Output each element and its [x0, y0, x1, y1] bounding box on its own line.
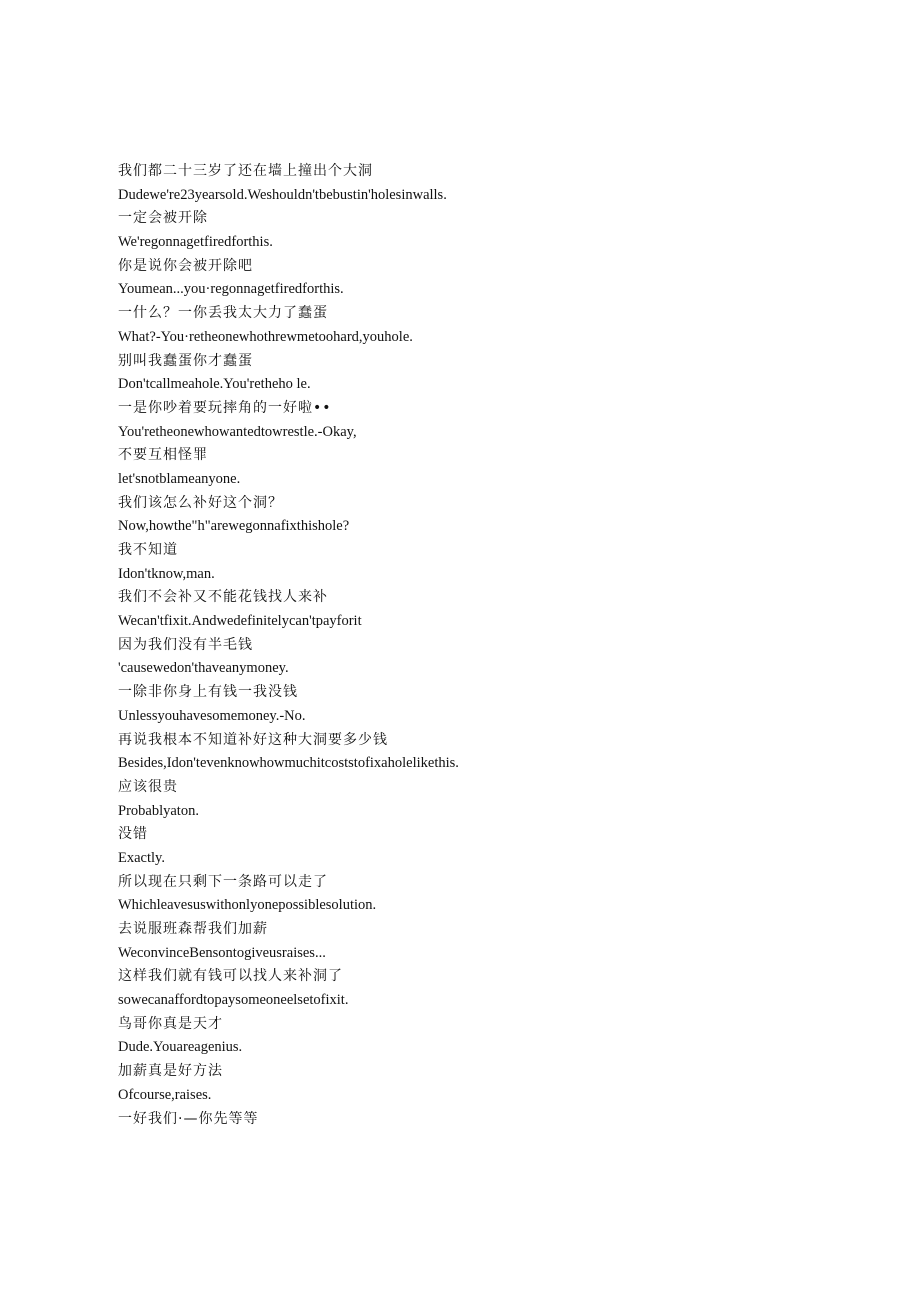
- chinese-subtitle-line: 一是你吵着要玩摔角的一好啦••: [118, 399, 332, 416]
- english-subtitle-line: What?-You·retheonewhothrewmetoohard,youhole.: [118, 328, 413, 345]
- chinese-subtitle-line: 所以现在只剩下一条路可以走了: [118, 873, 328, 890]
- english-subtitle-line: Wecan'tfixit.Andwedefinitelycan'tpayforit: [118, 613, 362, 630]
- english-subtitle-line: Youmean...you·regonnagetfiredforthis.: [118, 281, 344, 298]
- english-subtitle-line: Idon'tknow,man.: [118, 565, 215, 582]
- english-subtitle-line: Exactly.: [118, 849, 165, 866]
- chinese-subtitle-line: 一什么？一你丢我太大力了蠢蛋: [118, 305, 328, 322]
- chinese-subtitle-line: 应该很贵: [118, 778, 178, 795]
- chinese-subtitle-line: 鸟哥你真是天才: [118, 1015, 223, 1032]
- chinese-subtitle-line: 一除非你身上有钱一我没钱: [118, 684, 298, 701]
- chinese-subtitle-line: 我们都二十三岁了还在墙上撞出个大洞: [118, 163, 373, 179]
- chinese-subtitle-line: 我不知道: [118, 542, 178, 558]
- english-subtitle-line: sowecanaffordtopaysomeoneelsetofixit.: [118, 992, 349, 1009]
- english-subtitle-line: WeconvinceBensontogiveusraises...: [118, 944, 326, 961]
- subtitle-transcript: [118, 160, 818, 1131]
- chinese-subtitle-line: 我们该怎么补好这个洞？: [118, 494, 283, 511]
- chinese-subtitle-line: 一好我们·—你先等等: [118, 1110, 259, 1127]
- english-subtitle-line: We'regonnagetfiredforthis.: [118, 234, 273, 251]
- chinese-subtitle-line: 这样我们就有钱可以找人来补洞了: [118, 968, 343, 985]
- english-subtitle-line: Probablyaton.: [118, 802, 199, 819]
- chinese-subtitle-line: 去说服班森帮我们加薪: [118, 921, 268, 937]
- english-subtitle-line: Ofcourse,raises.: [118, 1086, 212, 1103]
- chinese-subtitle-line: 因为我们没有半毛钱: [118, 636, 253, 653]
- english-subtitle-line: let'snotblameanyone.: [118, 470, 241, 487]
- english-subtitle-line: Dudewe're23yearsold.Weshouldn'tbebustin'holesinwalls.: [118, 186, 447, 203]
- chinese-subtitle-line: 我们不会补又不能花钱找人来补: [118, 589, 328, 606]
- chinese-subtitle-line: 没错: [118, 826, 148, 843]
- chinese-subtitle-line: 别叫我蠢蛋你才蠢蛋: [118, 352, 253, 369]
- chinese-subtitle-line: 一定会被开除: [118, 210, 208, 227]
- english-subtitle-line: Now,howthe"h"arewegonnafixthishole?: [118, 518, 350, 535]
- english-subtitle-line: Don'tcallmeahole.You'retheho le.: [118, 376, 311, 393]
- english-subtitle-line: Whichleavesuswithonlyonepossiblesolution.: [118, 897, 377, 914]
- chinese-subtitle-line: 你是说你会被开除吧: [118, 257, 253, 274]
- english-subtitle-line: Dude.Youareagenius.: [118, 1039, 243, 1056]
- english-subtitle-line: Besides,Idon'tevenknowhowmuchitcoststofixaholelikethis.: [118, 755, 459, 772]
- english-subtitle-line: You'retheonewhowantedtowrestle.-Okay,: [118, 423, 357, 440]
- chinese-subtitle-line: 加薪真是好方法: [118, 1063, 223, 1080]
- english-subtitle-line: 'causewedon'thaveanymoney.: [118, 660, 289, 677]
- chinese-subtitle-line: 不要互相怪罪: [118, 447, 208, 464]
- chinese-subtitle-line: 再说我根本不知道补好这种大洞要多少钱: [118, 731, 388, 748]
- english-subtitle-line: Unlessyouhavesomemoney.-No.: [118, 707, 306, 724]
